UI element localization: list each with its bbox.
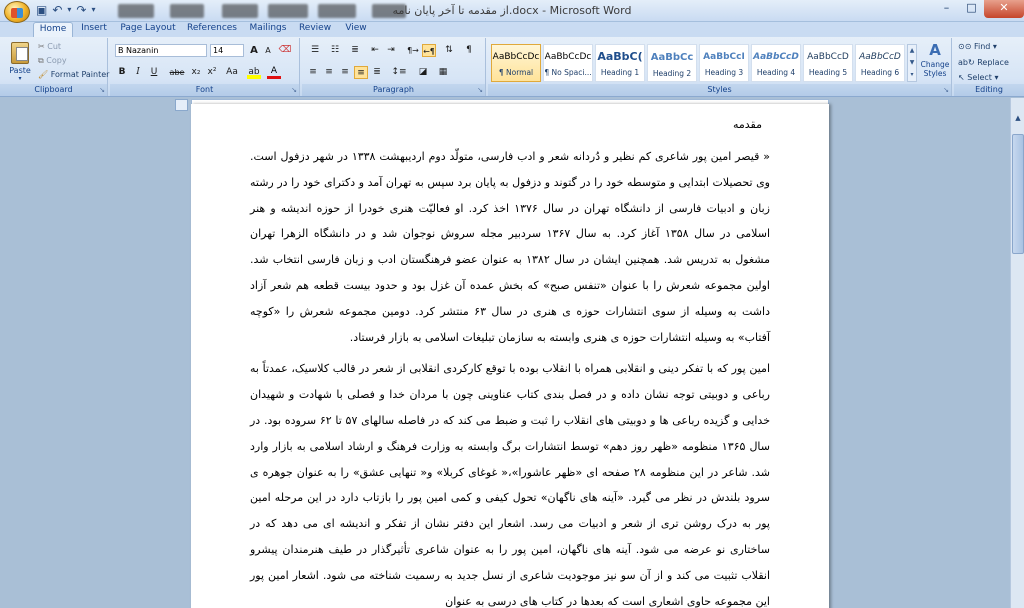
style-heading-3[interactable]: AaBbCcI Heading 3 [699,44,749,82]
redo-icon[interactable]: ↷ [76,3,87,17]
distributed-icon[interactable]: ≣ [373,67,381,77]
justify-icon[interactable]: ≡ [354,66,368,79]
align-left-icon[interactable]: ≡ [309,67,317,77]
tab-mailings[interactable]: Mailings [249,23,287,33]
vertical-scrollbar[interactable] [1010,98,1024,608]
paragraph-group-label: Paragraph [302,84,485,96]
tab-selector[interactable] [175,99,188,111]
copy-icon: ⧉ [38,56,44,65]
tab-page-layout[interactable]: Page Layout [120,23,176,33]
clipboard-icon [11,42,29,64]
editing-group-label: Editing [954,84,1024,96]
subscript-button[interactable]: x₂ [191,67,201,77]
underline-button[interactable]: U [150,67,158,77]
cursor-icon: ↖ [958,73,965,82]
shading-icon[interactable]: ◪ [418,67,428,77]
style-heading-2[interactable]: AaBbCc Heading 2 [647,44,697,82]
style-heading-1[interactable]: AaBbC( Heading 1 [595,44,645,82]
bold-button[interactable]: B [118,67,126,77]
style-heading-4[interactable]: AaBbCcD Heading 4 [751,44,801,82]
window-controls [934,0,1024,18]
italic-button[interactable]: I [136,67,140,77]
save-icon[interactable]: ▣ [36,3,48,17]
grow-font-button[interactable]: A [250,45,258,56]
find-button[interactable]: ⊙⊙ Find ▾ [958,42,997,51]
paragraph-1: « قیصر امین پور شاعری کم نظیر و دُردانه شعر و ادب فارسی، متولّد دوم اردیبهشت ۱۳۳۸ در شهر دزفول است. وی تحصیلات ابتدایی و متوسطه خود را در گتوند و دزفول به پایان برد سپس به تهران آمد و دکترای خود را در رشته زبان و ادبیات فارسی از دانشگاه تهران در سال ۱۳۷۶ اخذ کرد. او فعالیّت هنری خودرا از حوزه اندیشه و هنر اسلامی در سال ۱۳۵۸ آغاز کرد. به سال ۱۳۶۷ سردبیر مجله سروش نوجوان شد و در دانشگاه الزهرا تهران مشغول به تدریس شد. همچنین ایشان در سال ۱۳۸۲ به عنوان عضو فرهنگستان ادب و زبان فارسی انتخاب شد. اولین مجموعه شعرش را با عنوان «تنفس صبح» که بخش عمده آن غزل بود و حدود بیست قطعه هم شعر آزاد داشت به وسیله از سوی انتشارات حوزه ی هنری در سال ۶۳ منتشر کرد. دومین مجموعه شعرش را «کوچه آفتاب» به وسیله انتشارات حوزه ی هنری وابسته به سازمان تبلیغات اسلامی به بازار فرستاد. [250,150,770,344]
tab-view[interactable]: View [345,23,367,33]
multilevel-list-icon[interactable]: ≣ [351,45,359,55]
dialog-launcher-icon[interactable]: ↘ [99,86,105,94]
clipboard-group [0,38,108,96]
style-heading-6[interactable]: AaBbCcD Heading 6 [855,44,905,82]
font-group-label: Font [110,84,299,96]
change-styles-button[interactable]: A Change Styles [918,40,952,84]
brush-icon: 🖌 [38,70,49,79]
title-bar [0,0,1024,22]
cut-button[interactable]: ✂ Cut [38,42,62,51]
borders-icon[interactable]: ▦ [438,67,448,77]
change-case-button[interactable]: Aa [226,67,238,77]
strikethrough-button[interactable]: abe [169,68,185,77]
change-styles-icon: A [929,41,941,59]
ltr-icon[interactable]: ¶→ [407,46,419,55]
font-group [110,38,300,96]
clear-format-icon[interactable]: ⌫ [278,45,292,55]
highlight-icon[interactable]: ab [248,67,260,77]
document-heading: مقدمه [732,118,762,131]
bullets-icon[interactable]: ☰ [310,45,320,55]
line-spacing-icon[interactable]: ↕≡ [391,67,407,77]
editing-group [954,38,1024,96]
paragraph-2: امین پور که با تفکر دینی و انقلابی همراه با انقلاب بوده با توقع کارکردی انقلابی از شعر در قالب کلاسیک، عمدتاً به رباعی و دوبیتی توجه نشان داده و در فصل بندی کتاب عناوینی چون با مردان خدا و فصلی با شهادت و شهیدان خدایی و گزیده رباعی ها و دوبیتی های انقلاب را ثبت و ضبط می کند که در فاصله سالهای ۵۷ تا ۶۲ سروده بود. در سال ۱۳۶۵ منظومه «ظهر روز دهم» توسط انتشارات برگ وابسته به وزارت فرهنگ و ارشاد اسلامی به بازار وارد شد. شاعر در این منظومه ۲۸ صفحه ای «ظهر عاشورا»،« غوغای کربلا» و« تنهایی عشق» را به عنوان جوهره ی سرود بلندش در نظر می گیرد. «آینه های ناگهان» تحول کیفی و کمی امین پور را بازتاب دارد در این مرحله امین پور به درک روشن تری از شعر و ادبیات می رسد. اشعار این دفتر نشان از تفکر و اندیشه ای می دهد که در ساختاری نو عرضه می شود. آینه های ناگهان، امین پور را به عنوان شاعری تأثیرگذار در طیف هنرمندان پیشرو انقلاب تثبیت می کند و از آن سو نیز موجودیت شاعری از نسل جدید به رسمیت شناخته می شود. اشعار امین پور این مجموعه حاوی اشعاری است که بعدها در کتاب های درسی به عنوان [250,362,771,608]
sort-icon[interactable]: ⇅ [445,45,453,55]
style-no-spacing[interactable]: AaBbCcDc ¶ No Spaci... [543,44,593,82]
replace-button[interactable]: ab↻ Replace [958,58,1009,67]
style-normal[interactable]: AaBbCcDc ¶ Normal [491,44,541,82]
minimize-button[interactable]: – [943,1,950,14]
copy-button[interactable]: ⧉ Copy [38,56,67,65]
dialog-launcher-icon[interactable]: ↘ [291,86,297,94]
scroll-up-icon[interactable]: ▲ [1015,114,1021,122]
chevron-down-icon: ▾ [18,75,22,82]
shrink-font-button[interactable]: A [265,46,271,55]
styles-scroll[interactable]: ▲ ▼ ▾ [907,44,917,82]
ribbon [0,37,1024,97]
undo-icon[interactable]: ↶ [52,3,63,17]
numbering-icon[interactable]: ☷ [330,45,340,55]
ribbon-tabs [0,22,1024,37]
rtl-icon[interactable]: ←¶ [422,44,436,57]
styles-group [488,38,952,96]
document-body[interactable] [250,116,770,608]
tab-review[interactable]: Review [298,23,332,33]
tab-references[interactable]: References [186,23,237,33]
superscript-button[interactable]: x² [207,67,217,77]
style-heading-5[interactable]: AaBbCcD Heading 5 [803,44,853,82]
tab-insert[interactable]: Insert [81,23,107,33]
align-center-icon[interactable]: ≡ [325,67,333,77]
paste-label: Paste [9,66,31,75]
binoculars-icon: ⊙⊙ [958,42,972,51]
styles-group-label: Styles [488,84,951,96]
customize-qat-icon[interactable]: ▾ [91,5,96,14]
dialog-launcher-icon[interactable]: ↘ [477,86,483,94]
decrease-indent-icon[interactable]: ⇤ [371,45,379,55]
font-color-icon[interactable]: A [267,66,281,79]
select-button[interactable]: ↖ Select ▾ [958,73,999,82]
window-title: از مقدمه تا آخر پایان نامه.docx - Microsoft Word [392,4,632,17]
dropdown-icon[interactable]: ▾ [67,5,72,14]
scissors-icon: ✂ [38,42,45,51]
dialog-launcher-icon[interactable]: ↘ [943,86,949,94]
office-button[interactable] [4,1,30,23]
tab-home[interactable]: Home [33,22,73,37]
replace-icon: ab↻ [958,58,975,67]
document-page[interactable] [191,104,829,608]
paragraph-group [302,38,486,96]
format-painter-button[interactable]: 🖌 Format Painter [38,70,110,79]
font-size-box[interactable]: 14 [210,44,244,57]
clipboard-group-label: Clipboard [0,84,107,96]
scroll-thumb[interactable] [1012,134,1024,254]
font-name-box[interactable]: B Nazanin [115,44,207,57]
align-right-icon[interactable]: ≡ [341,67,349,77]
show-marks-icon[interactable]: ¶ [466,45,472,55]
increase-indent-icon[interactable]: ⇥ [387,45,395,55]
paste-button[interactable] [5,40,35,82]
maximize-button[interactable]: □ [966,1,977,14]
close-button[interactable]: ✕ [984,0,1024,18]
